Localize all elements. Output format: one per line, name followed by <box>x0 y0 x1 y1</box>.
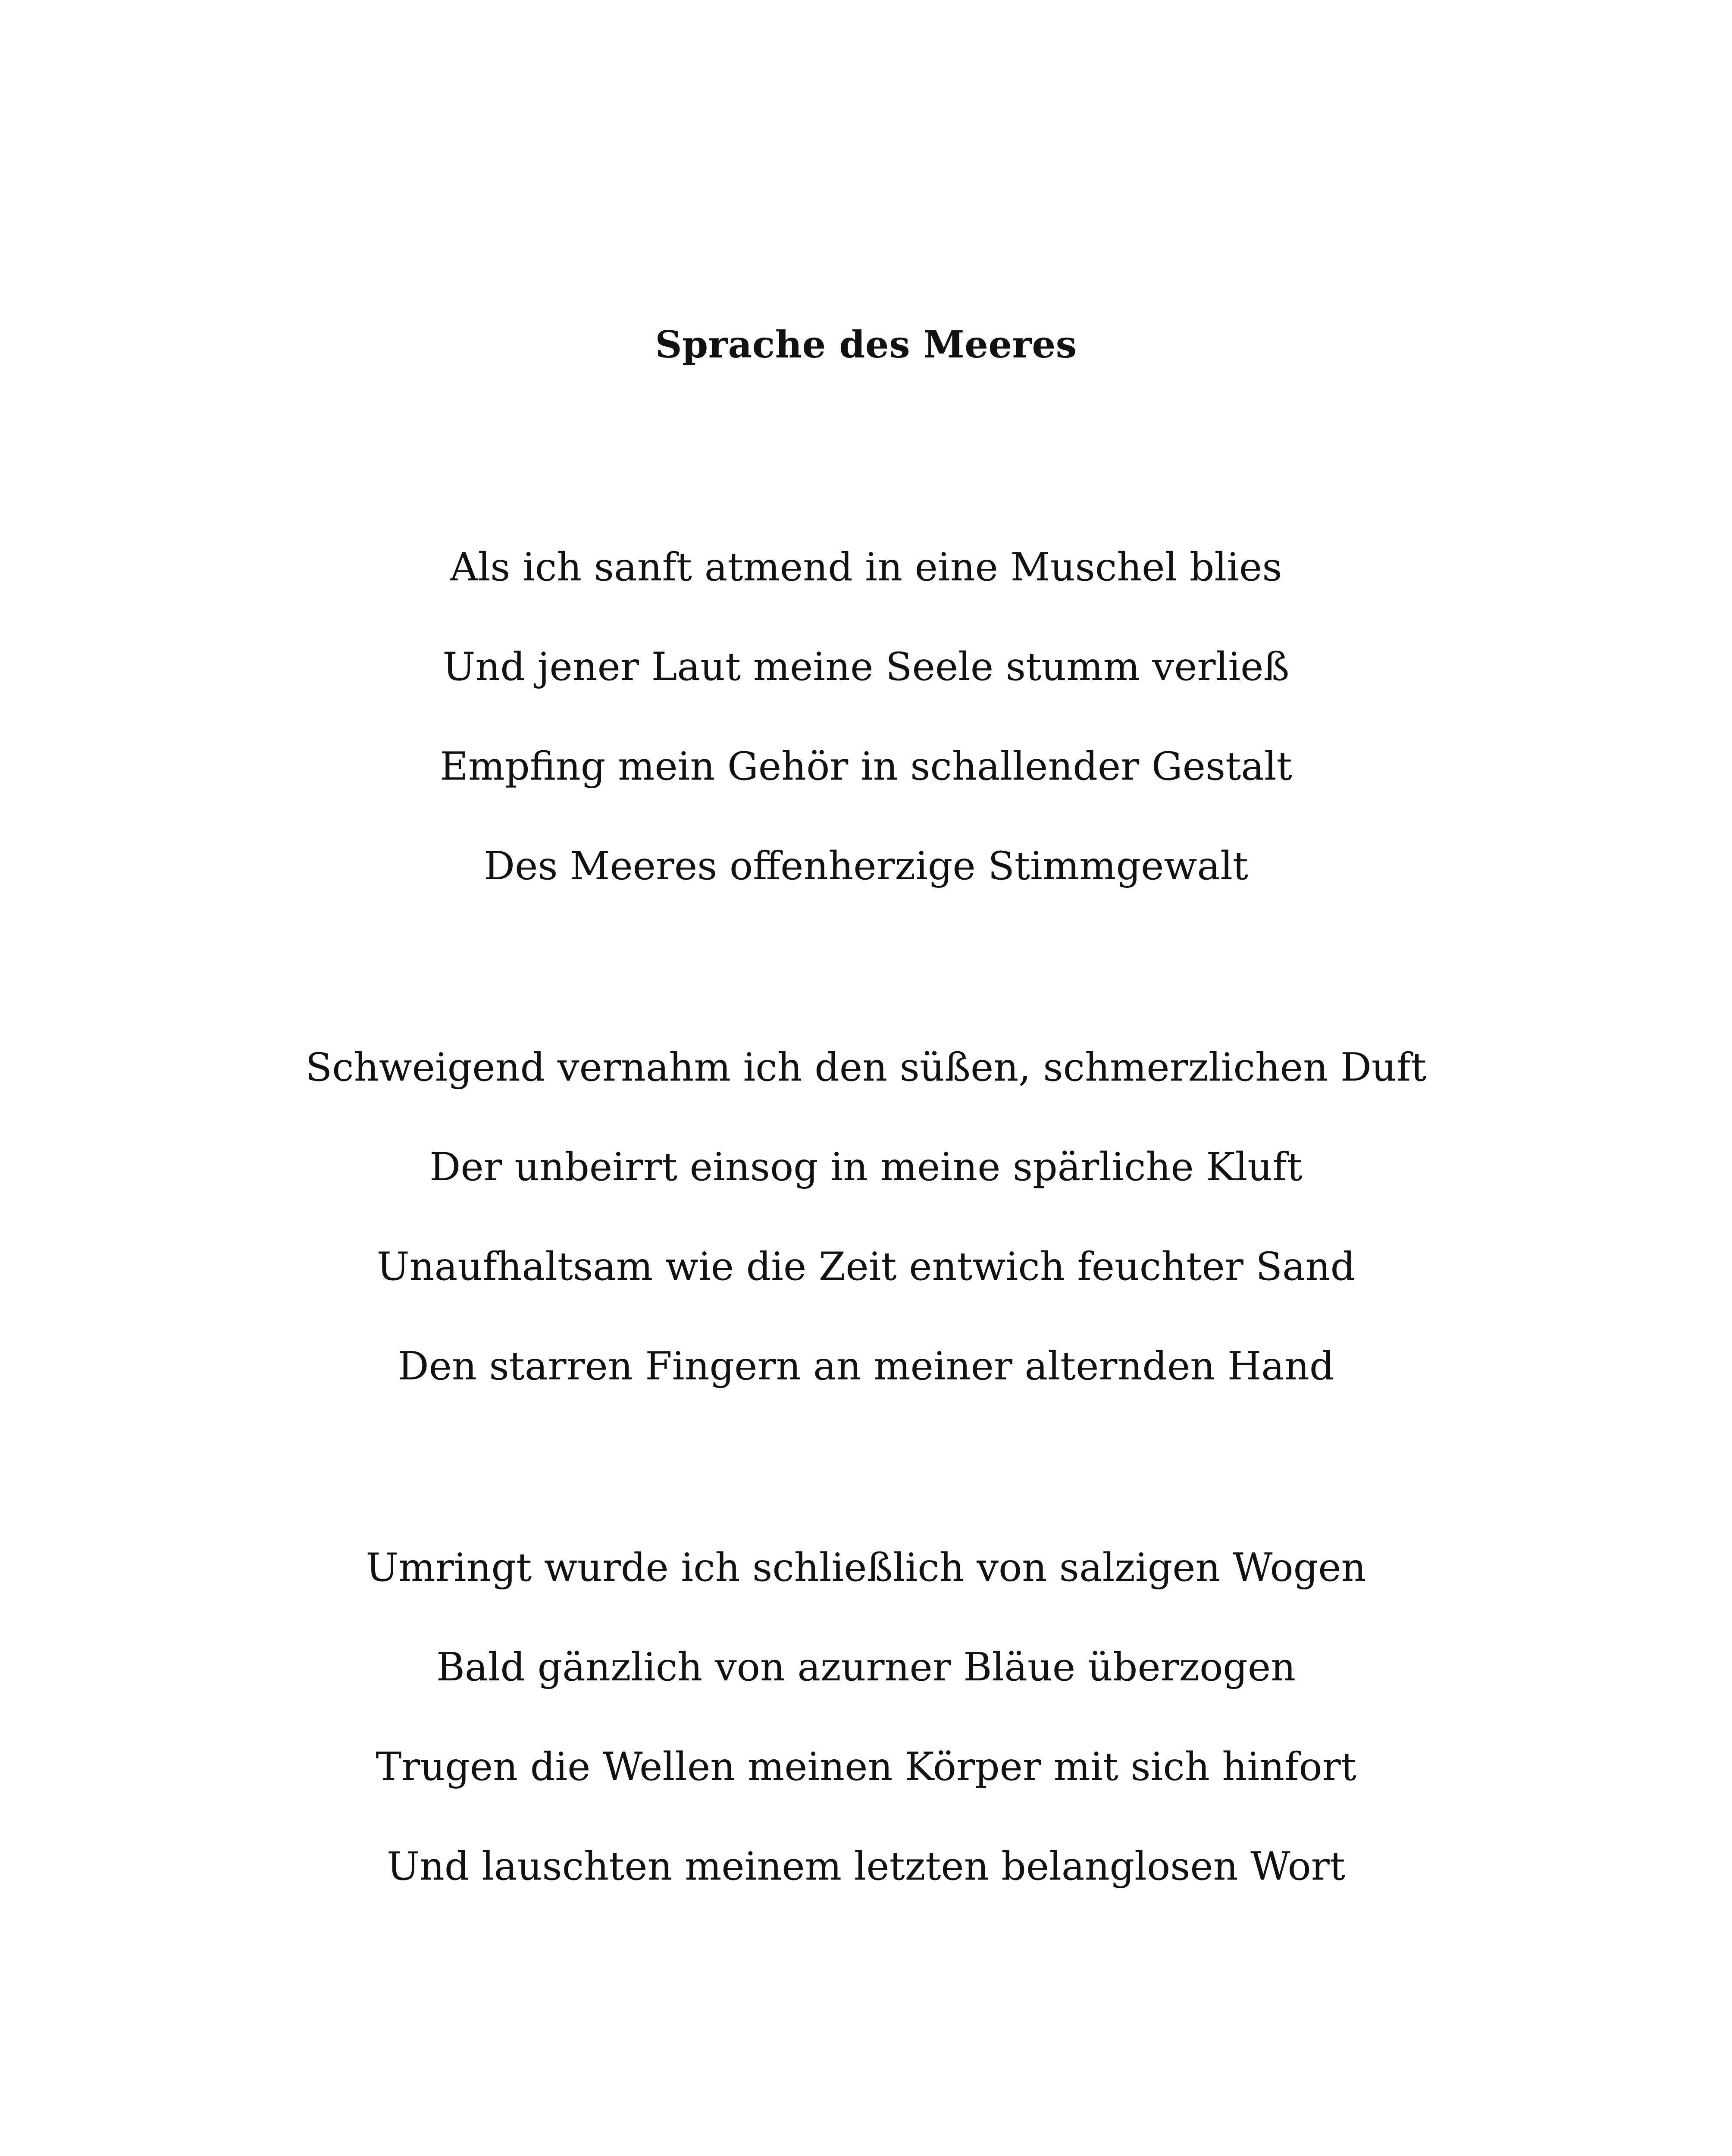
verse-line: Des Meeres offenherzige Stimmgewalt <box>483 843 1249 889</box>
verse-line: Trugen die Wellen meinen Körper mit sich hinfort <box>376 1744 1356 1789</box>
verse-line: Den starren Fingern an meiner alternden Hand <box>398 1344 1334 1389</box>
verse-line: Und jener Laut meine Seele stumm verließ <box>442 644 1290 689</box>
stanza-3 <box>0 1518 1732 1916</box>
verse-line: Empfing mein Gehör in schallender Gestalt <box>440 744 1292 789</box>
stanza-2 <box>0 1018 1732 1416</box>
verse-line: Unaufhaltsam wie die Zeit entwich feuchter Sand <box>376 1244 1356 1289</box>
stanza-1 <box>0 517 1732 916</box>
verse-line: Der unbeirrt einsog in meine spärliche Kluft <box>429 1144 1303 1190</box>
verse-line: Umringt wurde ich schließlich von salzigen Wogen <box>366 1545 1366 1590</box>
verse-line: Und lauschten meinem letzten belanglosen Wort <box>387 1844 1345 1889</box>
poem-title: Sprache des Meeres <box>655 323 1077 367</box>
verse-line: Als ich sanft atmend in eine Muschel blies <box>450 545 1282 590</box>
verse-line: Bald gänzlich von azurner Bläue überzogen <box>436 1645 1296 1690</box>
verse-line: Schweigend vernahm ich den süßen, schmerzlichen Duft <box>305 1045 1427 1090</box>
